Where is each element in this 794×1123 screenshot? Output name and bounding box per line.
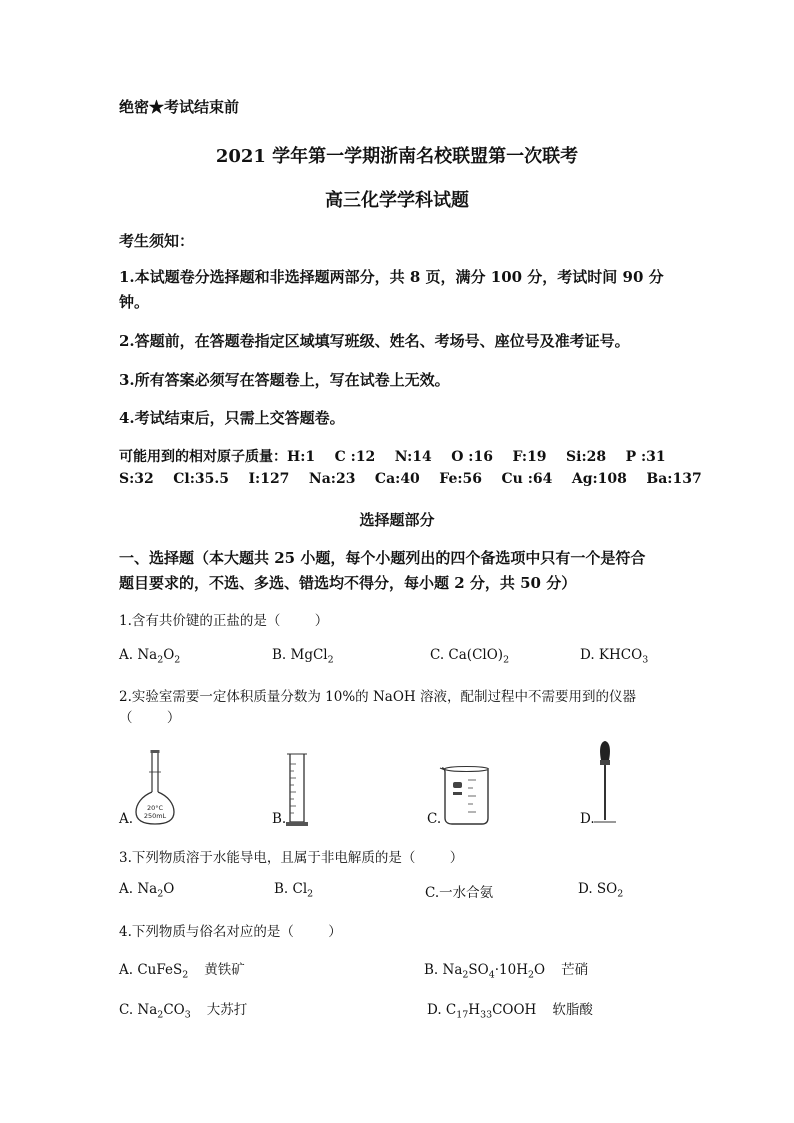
exam-subtitle: 高三化学学科试题	[325, 190, 469, 211]
question-3-stem: 3.下列物质溶于水能导电，且属于非电解质的是（ ）	[119, 850, 464, 866]
section-intro-line-1: 一、选择题（本大题共 25 小题，每个小题列出的四个备选项中只有一个是符合	[119, 549, 646, 567]
notice-item-1: 1.本试题卷分选择题和非选择题两部分，共 8 页，满分 100 分，考试时间 90 分	[119, 268, 664, 286]
exam-title: 2021 学年第一学期浙南名校联盟第一次联考	[215, 146, 579, 167]
notice-item-1-cont: 钟。	[119, 293, 150, 311]
question-2-option-c-label: C.	[427, 811, 442, 827]
flask-label-temp: 20°C	[146, 804, 164, 812]
notice-item-3: 3.所有答案必须写在答题卷上，写在试卷上无效。	[119, 371, 450, 389]
question-3-option-c: C.一水合氨	[425, 885, 494, 901]
beaker-icon	[438, 764, 494, 828]
question-2-option-b-label: B.	[272, 811, 287, 827]
section-title: 选择题部分	[359, 511, 435, 529]
question-1-stem: 1.含有共价键的正盐的是（ ）	[119, 613, 329, 629]
question-1-option-b: B. MgCl$_2$	[272, 647, 334, 666]
question-3-option-b: B. $Cl_2$	[274, 881, 314, 900]
notice-item-2: 2.答题前，在答题卷指定区域填写班级、姓名、考场号、座位号及准考证号。	[119, 332, 630, 350]
notice-heading: 考生须知：	[119, 232, 195, 250]
section-intro-line-2: 题目要求的，不选、多选、错选均不得分，每小题 2 分，共 50 分）	[119, 574, 577, 592]
question-4-option-b: B. $Na_2SO_4\cdot 10H_2O$ 芒硝	[424, 962, 589, 981]
question-2-stem: 2.实验室需要一定体积质量分数为 10%的 NaOH 溶液，配制过程中不需要用到的仪器	[119, 689, 636, 705]
question-2-option-d-label: D.	[580, 811, 595, 827]
question-2-stem-cont: （ ）	[119, 710, 181, 726]
dropper-icon	[592, 740, 618, 828]
question-3-option-a: A. $Na_2O$	[119, 881, 175, 900]
question-1-option-a: A. $Na_2O_2$	[119, 647, 181, 666]
question-4-option-d: D. $C_{17}H_{33}COOH$ 软脂酸	[427, 1002, 593, 1021]
graduated-cylinder-icon	[284, 752, 310, 828]
question-4-stem: 4.下列物质与俗名对应的是（ ）	[119, 924, 342, 940]
question-1-option-d: D. $KHCO_3$	[580, 647, 649, 666]
atomic-masses-line-2: S:32 Cl:35.5 I:127 Na:23 Ca:40 Fe:56 Cu :64 Ag:108 Ba:137	[119, 471, 702, 487]
flask-label-volume: 250mL	[143, 812, 167, 820]
question-4-option-a: A. CuFeS$_2$ 黄铁矿	[119, 962, 245, 981]
atomic-masses-line-1: 可能用到的相对原子质量：H:1 C :12 N:14 O :16 F:19 Si:28 P :31	[119, 449, 666, 465]
question-1-option-c: C. $Ca(ClO)_2$	[430, 647, 510, 666]
question-4-option-c: C. $Na_2CO_3$ 大苏打	[119, 1002, 248, 1021]
question-3-option-d: D. $SO_2$	[578, 881, 624, 900]
volumetric-flask-icon	[130, 750, 180, 828]
secrecy-label: 绝密★考试结束前	[119, 98, 240, 116]
notice-item-4: 4.考试结束后，只需上交答题卷。	[119, 409, 345, 427]
question-2-option-a-label: A.	[119, 811, 134, 827]
